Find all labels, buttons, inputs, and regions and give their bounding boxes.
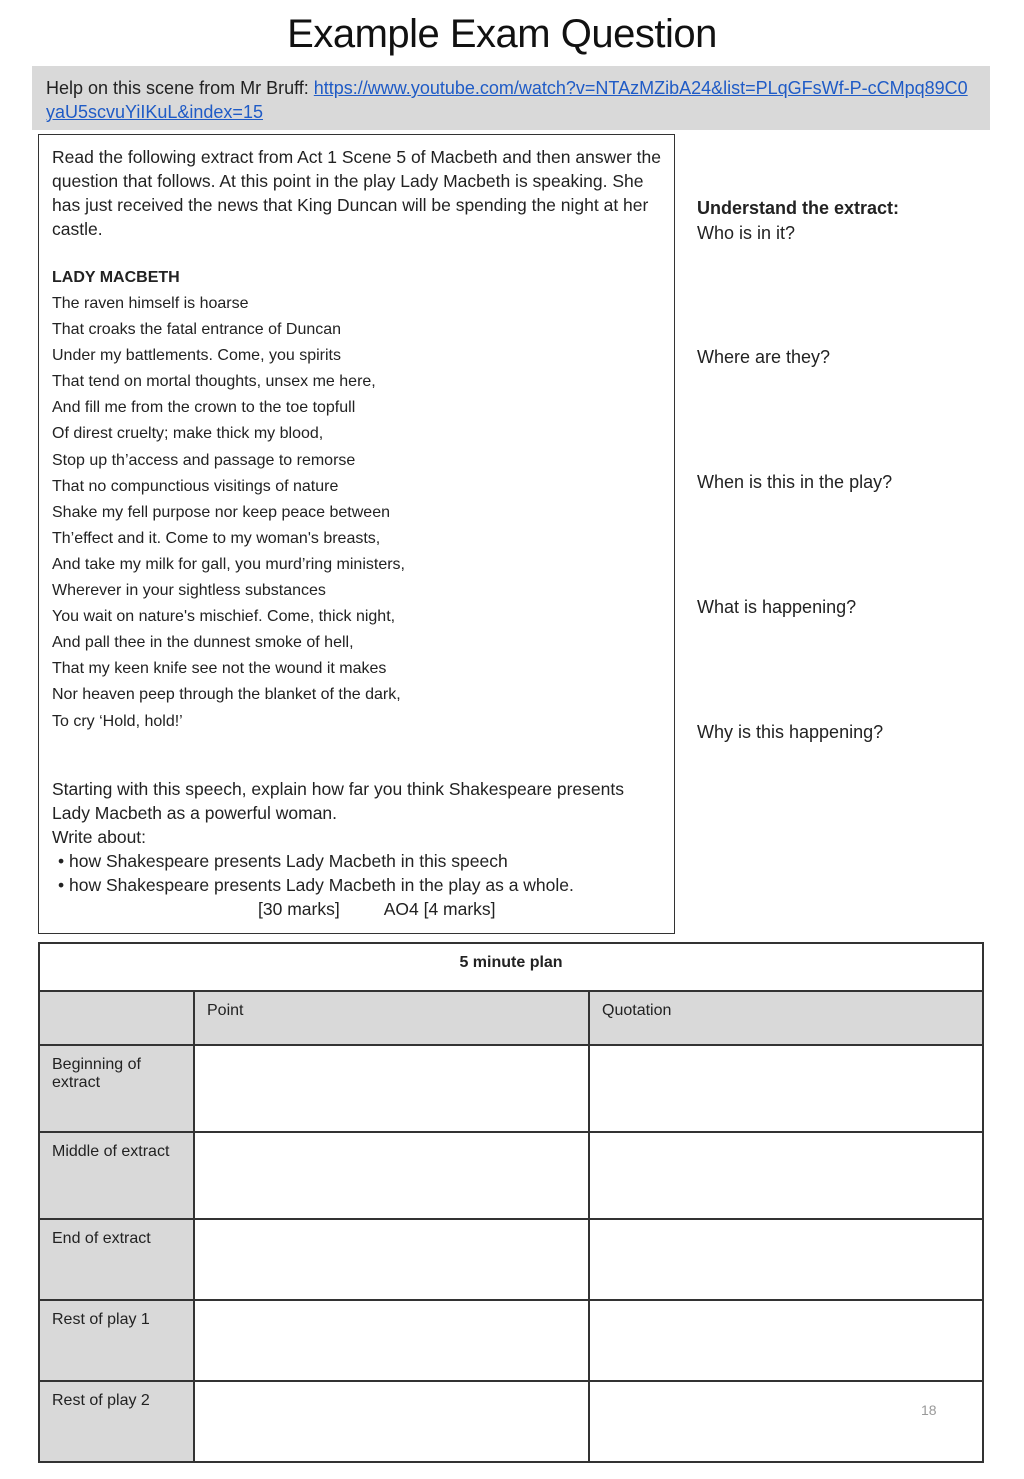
- verse-line: Stop up th’access and passage to remorse: [52, 451, 356, 469]
- plan-point-cell[interactable]: [194, 1132, 589, 1219]
- plan-row-label: End of extract: [39, 1219, 194, 1300]
- plan-header-point: Point: [194, 991, 589, 1045]
- page-number: 18: [921, 1402, 937, 1418]
- plan-point-cell[interactable]: [194, 1300, 589, 1381]
- plan-quotation-cell[interactable]: [589, 1219, 983, 1300]
- verse-line: Th’effect and it. Come to my woman's breasts,: [52, 529, 381, 547]
- help-bar: [32, 66, 990, 130]
- plan-title: 5 minute plan: [39, 943, 983, 991]
- verse-line: And take my milk for gall, you murd’ring ministers,: [52, 555, 405, 573]
- plan-quotation-cell[interactable]: [589, 1381, 983, 1462]
- plan-header-blank: [39, 991, 194, 1045]
- verse-line: Shake my fell purpose nor keep peace between: [52, 503, 390, 521]
- marks-line: [52, 897, 662, 921]
- understand-question-when: When is this in the play?: [697, 472, 893, 492]
- verse-line: The raven himself is hoarse: [52, 295, 249, 312]
- understand-question-what: What is happening?: [697, 597, 857, 617]
- plan-quotation-cell[interactable]: [589, 1045, 983, 1132]
- verse-line: And fill me from the crown to the toe topfull: [52, 399, 356, 417]
- verse-line: Of direst cruelty; make thick my blood,: [52, 425, 324, 443]
- plan-point-cell[interactable]: [194, 1045, 589, 1132]
- verse-line: That tend on mortal thoughts, unsex me here,: [52, 373, 376, 391]
- plan-point-cell[interactable]: [194, 1381, 589, 1462]
- question-bullet: • how Shakespeare presents Lady Macbeth in the play as a whole.: [58, 875, 574, 895]
- extract-intro: Read the following extract from Act 1 Scene 5 of Macbeth and then answer the question that follows. At this point in the play Lady Macbeth is speaking. She has just received the news that King Duncan will be spending the night at her castle.: [52, 147, 661, 239]
- extract-box: [38, 134, 675, 934]
- five-minute-plan-table: [38, 942, 984, 1463]
- understand-question-where: Where are they?: [697, 347, 831, 367]
- plan-quotation-cell[interactable]: [589, 1132, 983, 1219]
- verse-line: That my keen knife see not the wound it makes: [52, 660, 387, 678]
- understand-heading: Understand the extract:: [697, 198, 900, 218]
- question-line: Starting with this speech, explain how far you think Shakespeare presents: [52, 779, 624, 799]
- verse-line: And pall thee in the dunnest smoke of hell,: [52, 634, 354, 652]
- understand-question-who: Who is in it?: [697, 223, 796, 243]
- verse-line: Wherever in your sightless substances: [52, 582, 326, 600]
- question-line: Lady Macbeth as a powerful woman.: [52, 803, 338, 823]
- plan-row-label: Beginning of extract: [39, 1045, 194, 1132]
- verse-line: You wait on nature's mischief. Come, thick night,: [52, 608, 396, 626]
- plan-row-label: Rest of play 1: [39, 1300, 194, 1381]
- youtube-link[interactable]: https://www.youtube.com/watch?v=NTAzMZibA24&list=PLqGFsWf-P-cCMpq89C0yaU5scvuYiIKuL&index=15: [46, 78, 968, 122]
- marks-total: [30 marks]: [258, 899, 340, 919]
- question-bullet: • how Shakespeare presents Lady Macbeth in this speech: [58, 851, 508, 871]
- understand-panel: [697, 196, 997, 246]
- plan-row-label: Rest of play 2: [39, 1381, 194, 1462]
- understand-question-why: Why is this happening?: [697, 722, 884, 742]
- plan-quotation-cell[interactable]: [589, 1300, 983, 1381]
- plan-row-label: Middle of extract: [39, 1132, 194, 1219]
- verse-line: Nor heaven peep through the blanket of the dark,: [52, 686, 401, 704]
- verse-line: To cry ‘Hold, hold!’: [52, 712, 183, 730]
- exam-question: [52, 777, 662, 921]
- verse-line: That croaks the fatal entrance of Duncan: [52, 321, 342, 339]
- verse-lines: [52, 291, 661, 735]
- verse-line: That no compunctious visitings of nature: [52, 477, 339, 495]
- verse-line: Under my battlements. Come, you spirits: [52, 347, 341, 365]
- plan-point-cell[interactable]: [194, 1219, 589, 1300]
- question-line: Write about:: [52, 827, 147, 847]
- plan-header-quotation: Quotation: [589, 991, 983, 1045]
- page-title: Example Exam Question: [287, 12, 717, 56]
- ao4-marks: AO4 [4 marks]: [383, 899, 496, 919]
- help-prefix: Help on this scene from Mr Bruff:: [46, 78, 314, 98]
- speaker-name: LADY MACBETH: [52, 269, 180, 286]
